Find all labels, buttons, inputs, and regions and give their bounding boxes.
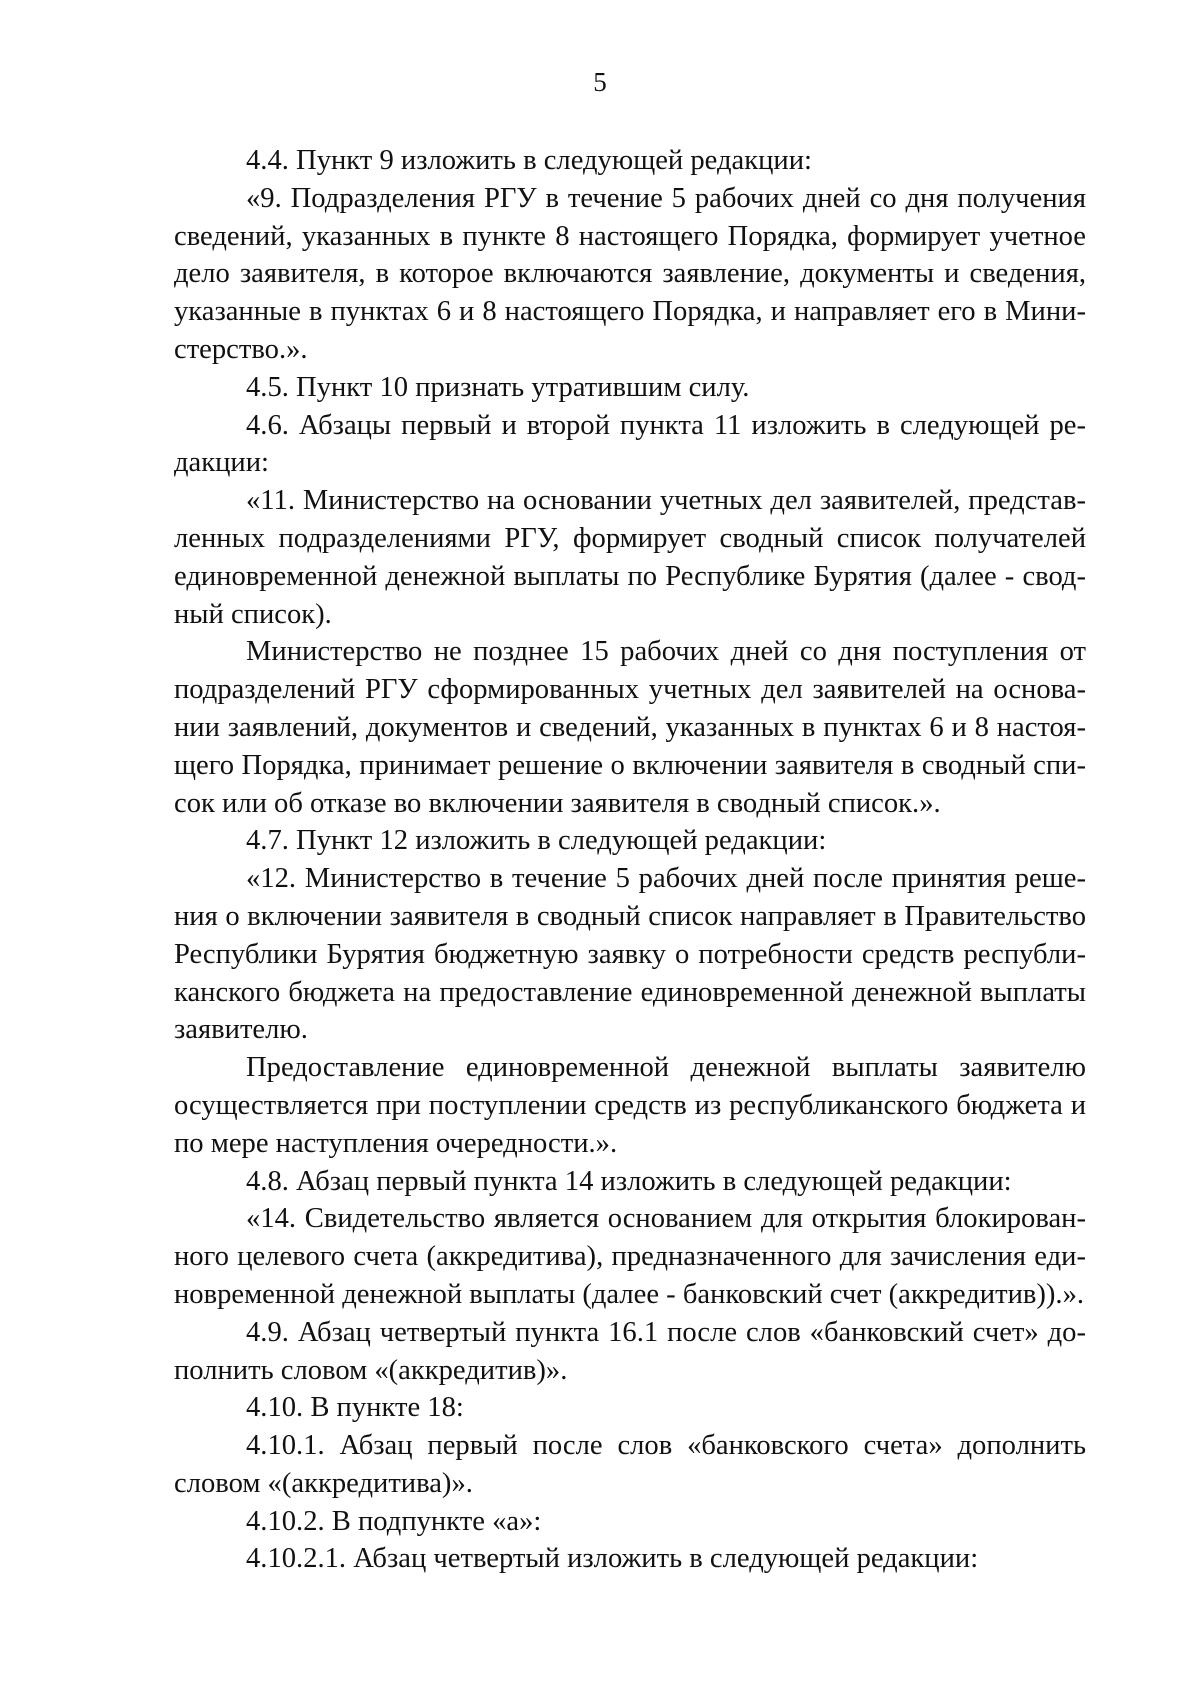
- paragraph-item-12-second: Предоставление единовременной денежной выплаты заявителю осуществляется при поступлении средств из республиканского бюджета и по мере наступления очередности.».: [174, 1052, 1086, 1159]
- paragraph-4-9: 4.9. Абзац четвертый пункта 16.1 после слов «банковский счет» дополнить словом «(аккредитив)».: [174, 1316, 1086, 1386]
- paragraph-item-9: «9. Подразделения РГУ в течение 5 рабочих дней со дня получения сведений, указанных в пункте 8 настоящего Порядка, формирует учетное дело заявителя, в которое включаются заявление, документы и сведения, указанные в пунктах 6 и 8 настоящего Порядка, и направляет его в Министерство.».: [174, 182, 1086, 365]
- paragraph-item-14: «14. Свидетельство является основанием для открытия блокированного целевого счета (аккредитива), предназначенного для зачисления единовременной денежной выплаты (далее - банковский счет (аккредитив)).».: [174, 1203, 1086, 1310]
- paragraph-4-5: 4.5. Пункт 10 признать утратившим силу.: [246, 371, 750, 403]
- paragraph-item-11: «11. Министерство на основании учетных дел заявителей, представленных подразделениями РГУ, формирует сводный список получателей единовременной денежной выплаты по Республике Бурятия (далее - сводный список).: [174, 485, 1086, 630]
- paragraph-4-10: 4.10. В пункте 18:: [246, 1392, 464, 1424]
- document-body: [174, 142, 1086, 1578]
- page-number: 5: [593, 67, 607, 97]
- paragraph-4-10-2: 4.10.2. В подпункте «а»:: [246, 1505, 542, 1537]
- paragraph-4-10-2-1: 4.10.2.1. Абзац четвертый изложить в следующей редакции:: [246, 1543, 979, 1575]
- paragraph-item-11-second: Министерство не позднее 15 рабочих дней со дня поступления от подразделений РГУ сформированных учетных дел заявителей на основании заявлений, документов и сведений, указанных в пунктах 6 и 8 настоящего Порядка, принимает решение о включении заявителя в сводный список или об отказе во включении заявителя в сводный список.».: [174, 636, 1086, 819]
- paragraph-4-8-heading: 4.8. Абзац первый пункта 14 изложить в следующей редакции:: [246, 1165, 1012, 1197]
- paragraph-4-7-heading: 4.7. Пункт 12 изложить в следующей редакции:: [246, 825, 827, 857]
- paragraph-item-12: «12. Министерство в течение 5 рабочих дней после принятия решения о включении заявителя в сводный список направляет в Правительство Республики Бурятия бюджетную заявку о потребности средств республиканского бюджета на предоставление единовременной денежной выплаты заявителю.: [174, 863, 1086, 1046]
- paragraph-4-4-heading: 4.4. Пункт 9 изложить в следующей редакции:: [246, 145, 812, 176]
- paragraph-4-10-1: 4.10.1. Абзац первый после слов «банковского счета» дополнить словом «(аккредитива)».: [174, 1430, 1086, 1499]
- paragraph-4-6-heading: 4.6. Абзацы первый и второй пункта 11 изложить в следующей редакции:: [174, 409, 1086, 479]
